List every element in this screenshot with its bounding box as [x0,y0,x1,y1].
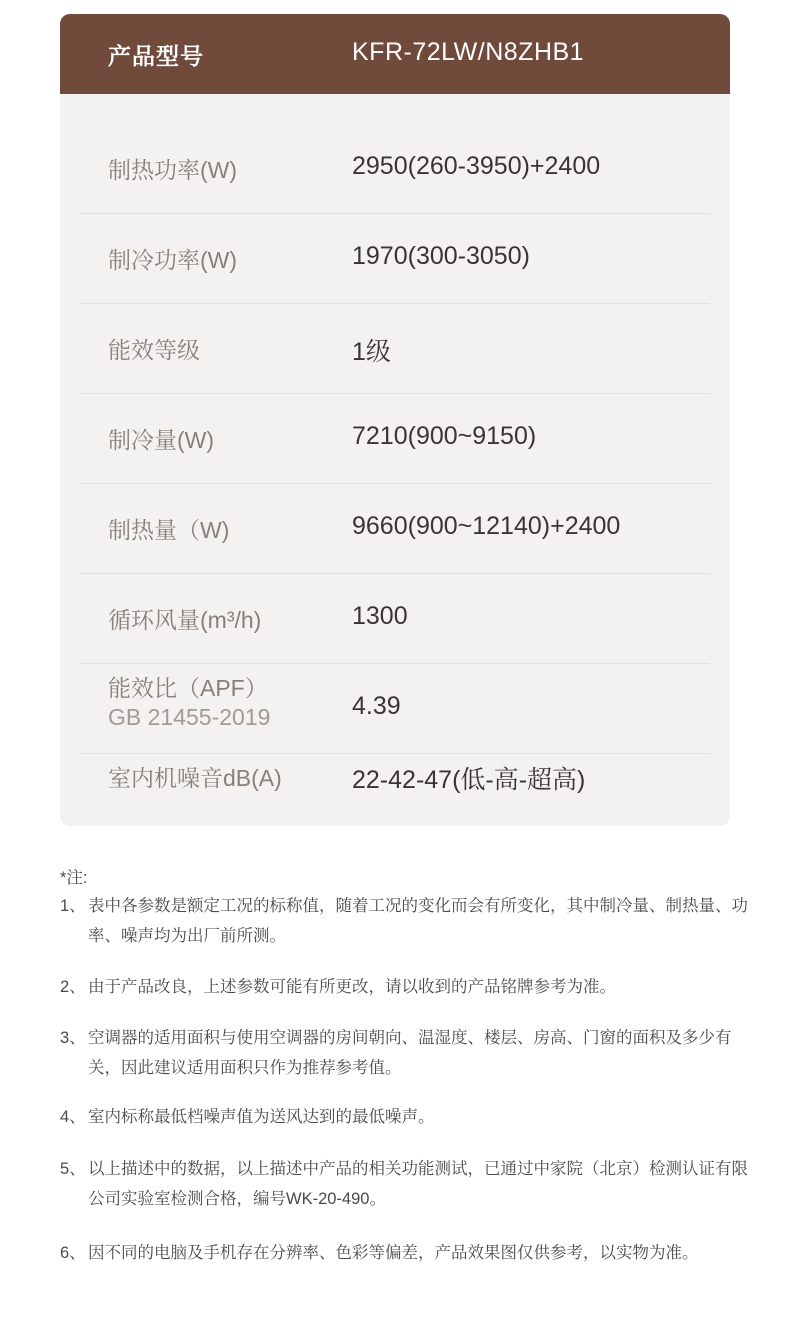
note-number: 6、 [60,1244,86,1262]
note-text: 因不同的电脑及手机存在分辨率、色彩等偏差，产品效果图仅供参考，以实物为准。 [88,1244,699,1262]
note-number: 1、 [60,897,86,915]
spec-label: 循环风量(m³/h) [108,607,262,633]
note-item [60,891,760,951]
note-number: 5、 [60,1160,86,1178]
spec-value: 9660(900~12140)+2400 [352,512,621,540]
spec-row-apf [80,663,710,754]
model-label: 产品型号 [108,43,204,69]
spec-row-cooling-capacity [80,393,710,484]
spec-row-cooling-power [80,213,710,304]
spec-row-airflow [80,573,710,664]
spec-header [60,14,730,94]
spec-value: 22-42-47(低-高-超高) [352,766,586,794]
spec-row-indoor-noise [80,753,710,827]
note-text: 空调器的适用面积与使用空调器的房间朝向、温湿度、楼层、房高、门窗的面积及多少有关，因此建议适用面积只作为推荐参考值。 [88,1029,732,1077]
spec-sublabel: GB 21455-2019 [108,704,271,730]
spec-label: 能效比（APF） [108,675,268,701]
note-item [60,1102,760,1132]
note-text: 以上描述中的数据，以上描述中产品的相关功能测试，已通过中家院（北京）检测认证有限公司实验室检测合格，编号WK-20-490。 [88,1160,748,1208]
spec-value: 2950(260-3950)+2400 [352,152,601,180]
spec-value: 4.39 [352,692,401,720]
spec-label: 能效等级 [108,337,200,363]
note-text: 表中各参数是额定工况的标称值，随着工况的变化而会有所变化，其中制冷量、制热量、功率、噪声均为出厂前所测。 [88,897,748,945]
spec-label: 制冷量(W) [108,427,215,453]
spec-label: 室内机噪音dB(A) [108,765,282,791]
spec-label: 制冷功率(W) [108,247,238,273]
note-text: 由于产品改良，上述参数可能有所更改，请以收到的产品铭牌参考为准。 [88,978,616,996]
note-item [60,1238,760,1268]
spec-row-heating-power [80,124,710,214]
spec-label: 制热量（W) [108,517,230,543]
spec-value: 1300 [352,602,408,630]
notes-title: *注: [60,869,88,887]
spec-row-heating-capacity [80,483,710,574]
note-item [60,1154,760,1214]
spec-value: 1970(300-3050) [352,242,530,270]
note-item [60,972,760,1002]
spec-value: 7210(900~9150) [352,422,537,450]
note-number: 3、 [60,1029,86,1047]
spec-table [60,14,730,826]
note-text: 室内标称最低档噪声值为送风达到的最低噪声。 [88,1108,435,1126]
model-value: KFR-72LW/N8ZHB1 [352,38,585,66]
note-item [60,1023,760,1083]
spec-label: 制热功率(W) [108,157,238,183]
note-number: 4、 [60,1108,86,1126]
note-number: 2、 [60,978,86,996]
spec-value: 1级 [352,338,391,366]
spec-row-energy-grade [80,303,710,394]
